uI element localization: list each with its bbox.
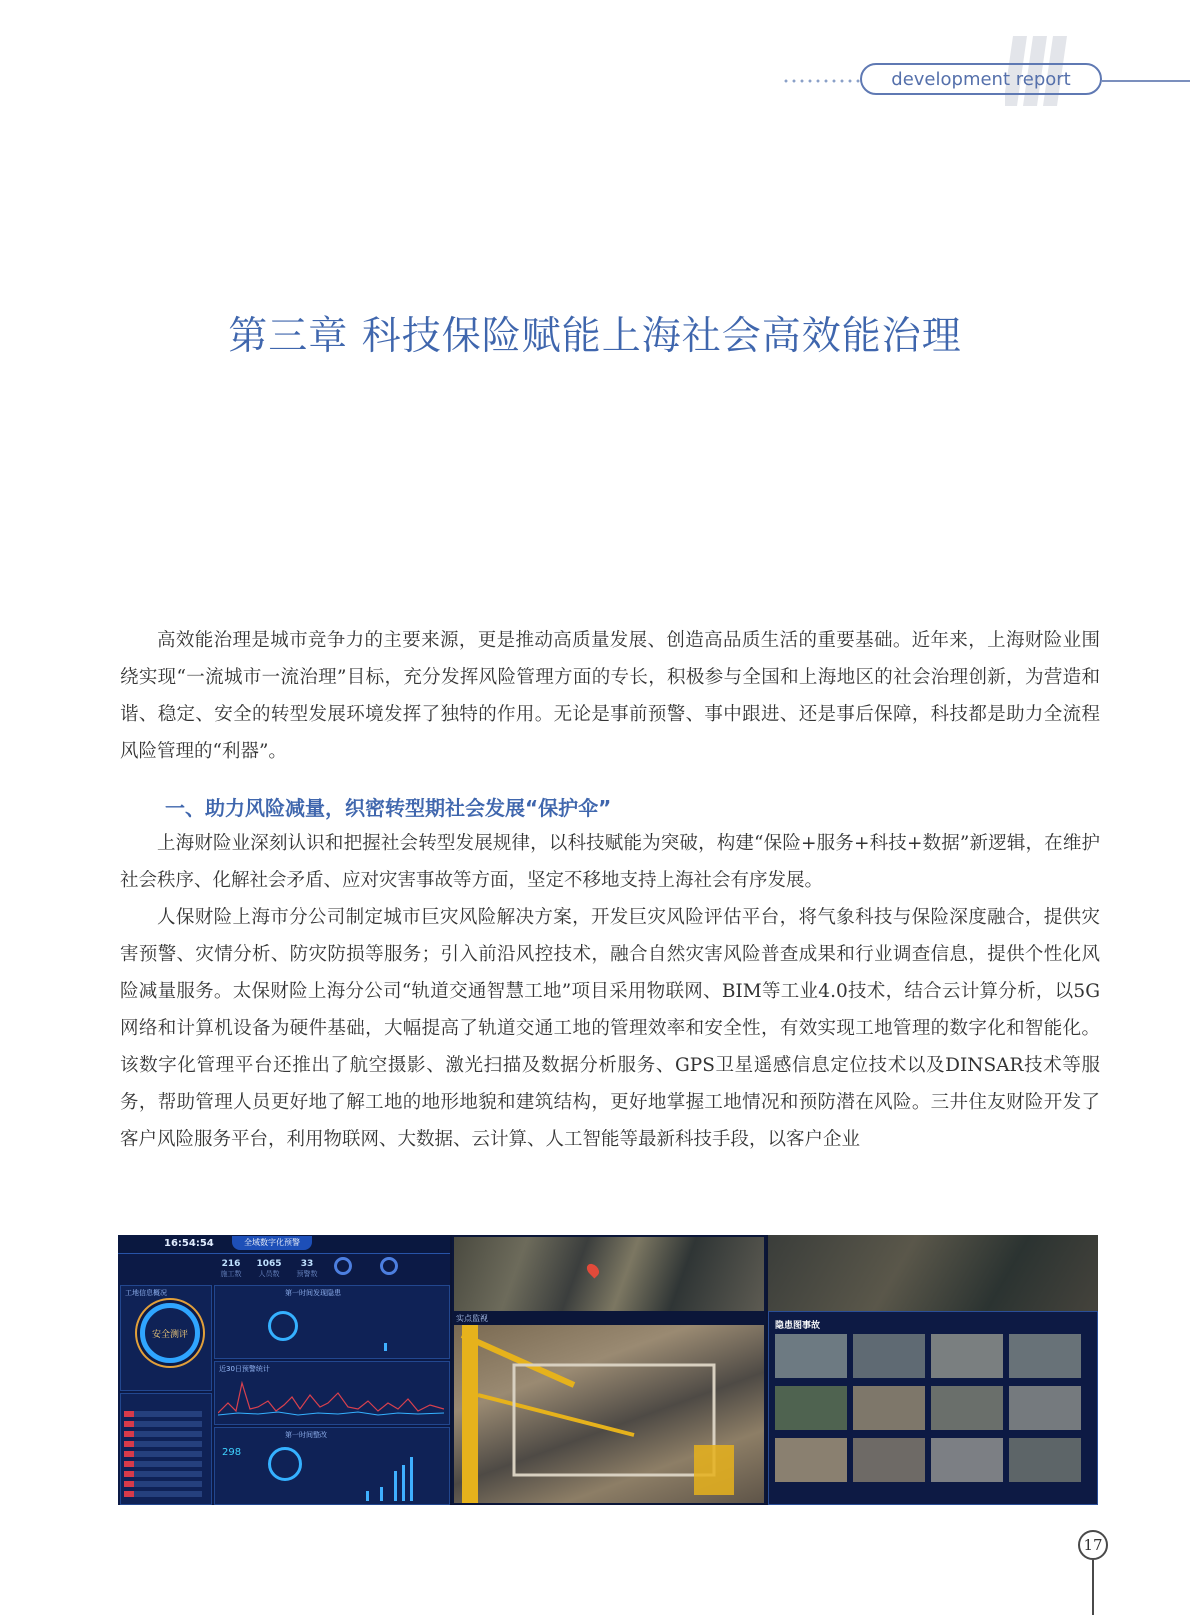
dashboard-topbar (118, 1235, 450, 1254)
page-number-rule (1092, 1560, 1094, 1615)
rectification-bar-chart (356, 1439, 436, 1501)
alert-list-item (124, 1471, 202, 1477)
chart-bar (366, 1491, 369, 1501)
chart-bar (402, 1465, 405, 1501)
dashboard-camera-pane (452, 1235, 766, 1505)
stat-value: 1065 (256, 1259, 282, 1269)
stat-label: 施工数 (220, 1270, 242, 1278)
panel-title: 隐患图事故 (775, 1321, 821, 1331)
intro-paragraph: 高效能治理是城市竞争力的主要来源，更是推动高质量发展、创造高品质生活的重要基础。近年来，上海财险业围绕实现“一流城市一流治理”目标，充分发挥风险管理方面的专长，积极参与全国和上海地区的社会治理创新，为营造和谐、稳定、安全的转型发展环境发挥了独特的作用。无论是事前预警、事中跟进、还是事后保障，科技都是助力全流程风险管理的“利器”。 (120, 630, 1100, 762)
warning-trend-line-chart (218, 1373, 444, 1419)
chart-bar (380, 1487, 383, 1501)
hazard-photo (775, 1386, 847, 1430)
header-rule (1102, 80, 1190, 82)
report-label-pill: development report (860, 63, 1102, 95)
user-avatar-icon (334, 1257, 352, 1275)
aerial-camera-view (454, 1237, 764, 1311)
section-paragraph: 人保财险上海市分公司制定城市巨灾风险解决方案，开发巨灾风险评估平台，将气象科技与保险深度融合，提供灾害预警、灾情分析、防灾防损等服务；引入前沿风控技术，融合自然灾害风险普查成果和行业调查信息，提供个性化风险减量服务。太保财险上海分公司“轨道交通智慧工地”项目采用物联网、BIM等工业4.0技术，结合云计算分析，以5G网络和计算机设备为硬件基础，大幅提高了轨道交通工地的管理效率和安全性，有效实现工地管理的数字化和智能化。该数字化管理平台还推出了航空摄影、激光扫描及数据分析服务、GPS卫星遥感信息定位技术以及DINSAR技术等服务，帮助管理人员更好地了解工地的地形地貌和建筑结构，更好地掌握工地情况和预防潜在风险。三井住友财险开发了客户风险服务平台，利用物联网、大数据、云计算、人工智能等最新科技手段，以客户企业 (120, 907, 1100, 1150)
hazard-gallery-panel (768, 1311, 1098, 1505)
hazard-photo (775, 1334, 847, 1378)
alert-list-item (124, 1431, 202, 1437)
alert-list-item (124, 1411, 202, 1417)
header-dot-leader (782, 79, 862, 83)
dashboard-tab: 全域数字化预警 (232, 1236, 312, 1250)
stat-label: 预警数 (296, 1270, 318, 1278)
hazard-photo (1009, 1334, 1081, 1378)
hazard-photo (853, 1438, 925, 1482)
stat-value: 216 (221, 1259, 241, 1269)
chart-bar (384, 1343, 387, 1351)
page-header (0, 0, 1190, 120)
stat-tile (290, 1259, 324, 1281)
site-monitor-tab: 实点监视 (456, 1314, 488, 1323)
user-avatar-icon (380, 1257, 398, 1275)
panel-title: 第一时间发现隐患 (285, 1289, 341, 1297)
hazard-photo (931, 1334, 1003, 1378)
alert-list-panel (120, 1393, 212, 1505)
hazard-photo (775, 1438, 847, 1482)
stat-label: 人员数 (258, 1270, 280, 1278)
section-heading: 一、助力风险减量，织密转型期社会发展“保护伞” (165, 796, 612, 820)
stat-tile (252, 1259, 286, 1281)
progress-ring (268, 1311, 298, 1341)
stat-value: 33 (300, 1259, 314, 1269)
panel-title: 工地信息概况 (125, 1289, 167, 1297)
alert-list-item (124, 1461, 202, 1467)
alert-list-item (124, 1421, 202, 1427)
alert-list-item (124, 1441, 202, 1447)
hazard-discovery-panel (214, 1285, 450, 1359)
hazard-photo (1009, 1386, 1081, 1430)
section-paragraph: 上海财险业深刻认识和把握社会转型发展规律，以科技赋能为突破，构建“保险+服务+科技+数据”新逻辑，在维护社会秩序、化解社会矛盾、应对灾害事故等方面，坚定不移地支持上海社会有序发展。 (120, 833, 1100, 891)
aerial-camera-view (768, 1235, 1098, 1311)
dashboard-clock: 16:54:54 (164, 1238, 214, 1249)
hazard-photo (853, 1334, 925, 1378)
alert-list-item (124, 1491, 202, 1497)
stat-tile (214, 1259, 248, 1281)
chart-bar (394, 1471, 397, 1501)
panel-title: 近30日预警统计 (219, 1365, 270, 1373)
chapter-title: 第三章 科技保险赋能上海社会高效能治理 (228, 314, 962, 359)
page-number: 17 (1078, 1530, 1108, 1560)
alert-list-item (124, 1481, 202, 1487)
hazard-photo (853, 1386, 925, 1430)
body-text (120, 622, 1100, 1158)
alert-list-item (124, 1451, 202, 1457)
rectification-count: 298 (222, 1447, 242, 1458)
hazard-photo (931, 1438, 1003, 1482)
progress-ring (268, 1447, 302, 1481)
dashboard-figure (118, 1235, 1098, 1505)
panel-title: 第一时间整改 (285, 1431, 327, 1439)
hazard-photo (931, 1386, 1003, 1430)
safety-ring: 安全测评 (140, 1303, 200, 1363)
dashboard-left-pane (118, 1235, 450, 1505)
hazard-photo (1009, 1438, 1081, 1482)
crane-overlay (454, 1325, 764, 1503)
chart-bar (410, 1457, 413, 1501)
